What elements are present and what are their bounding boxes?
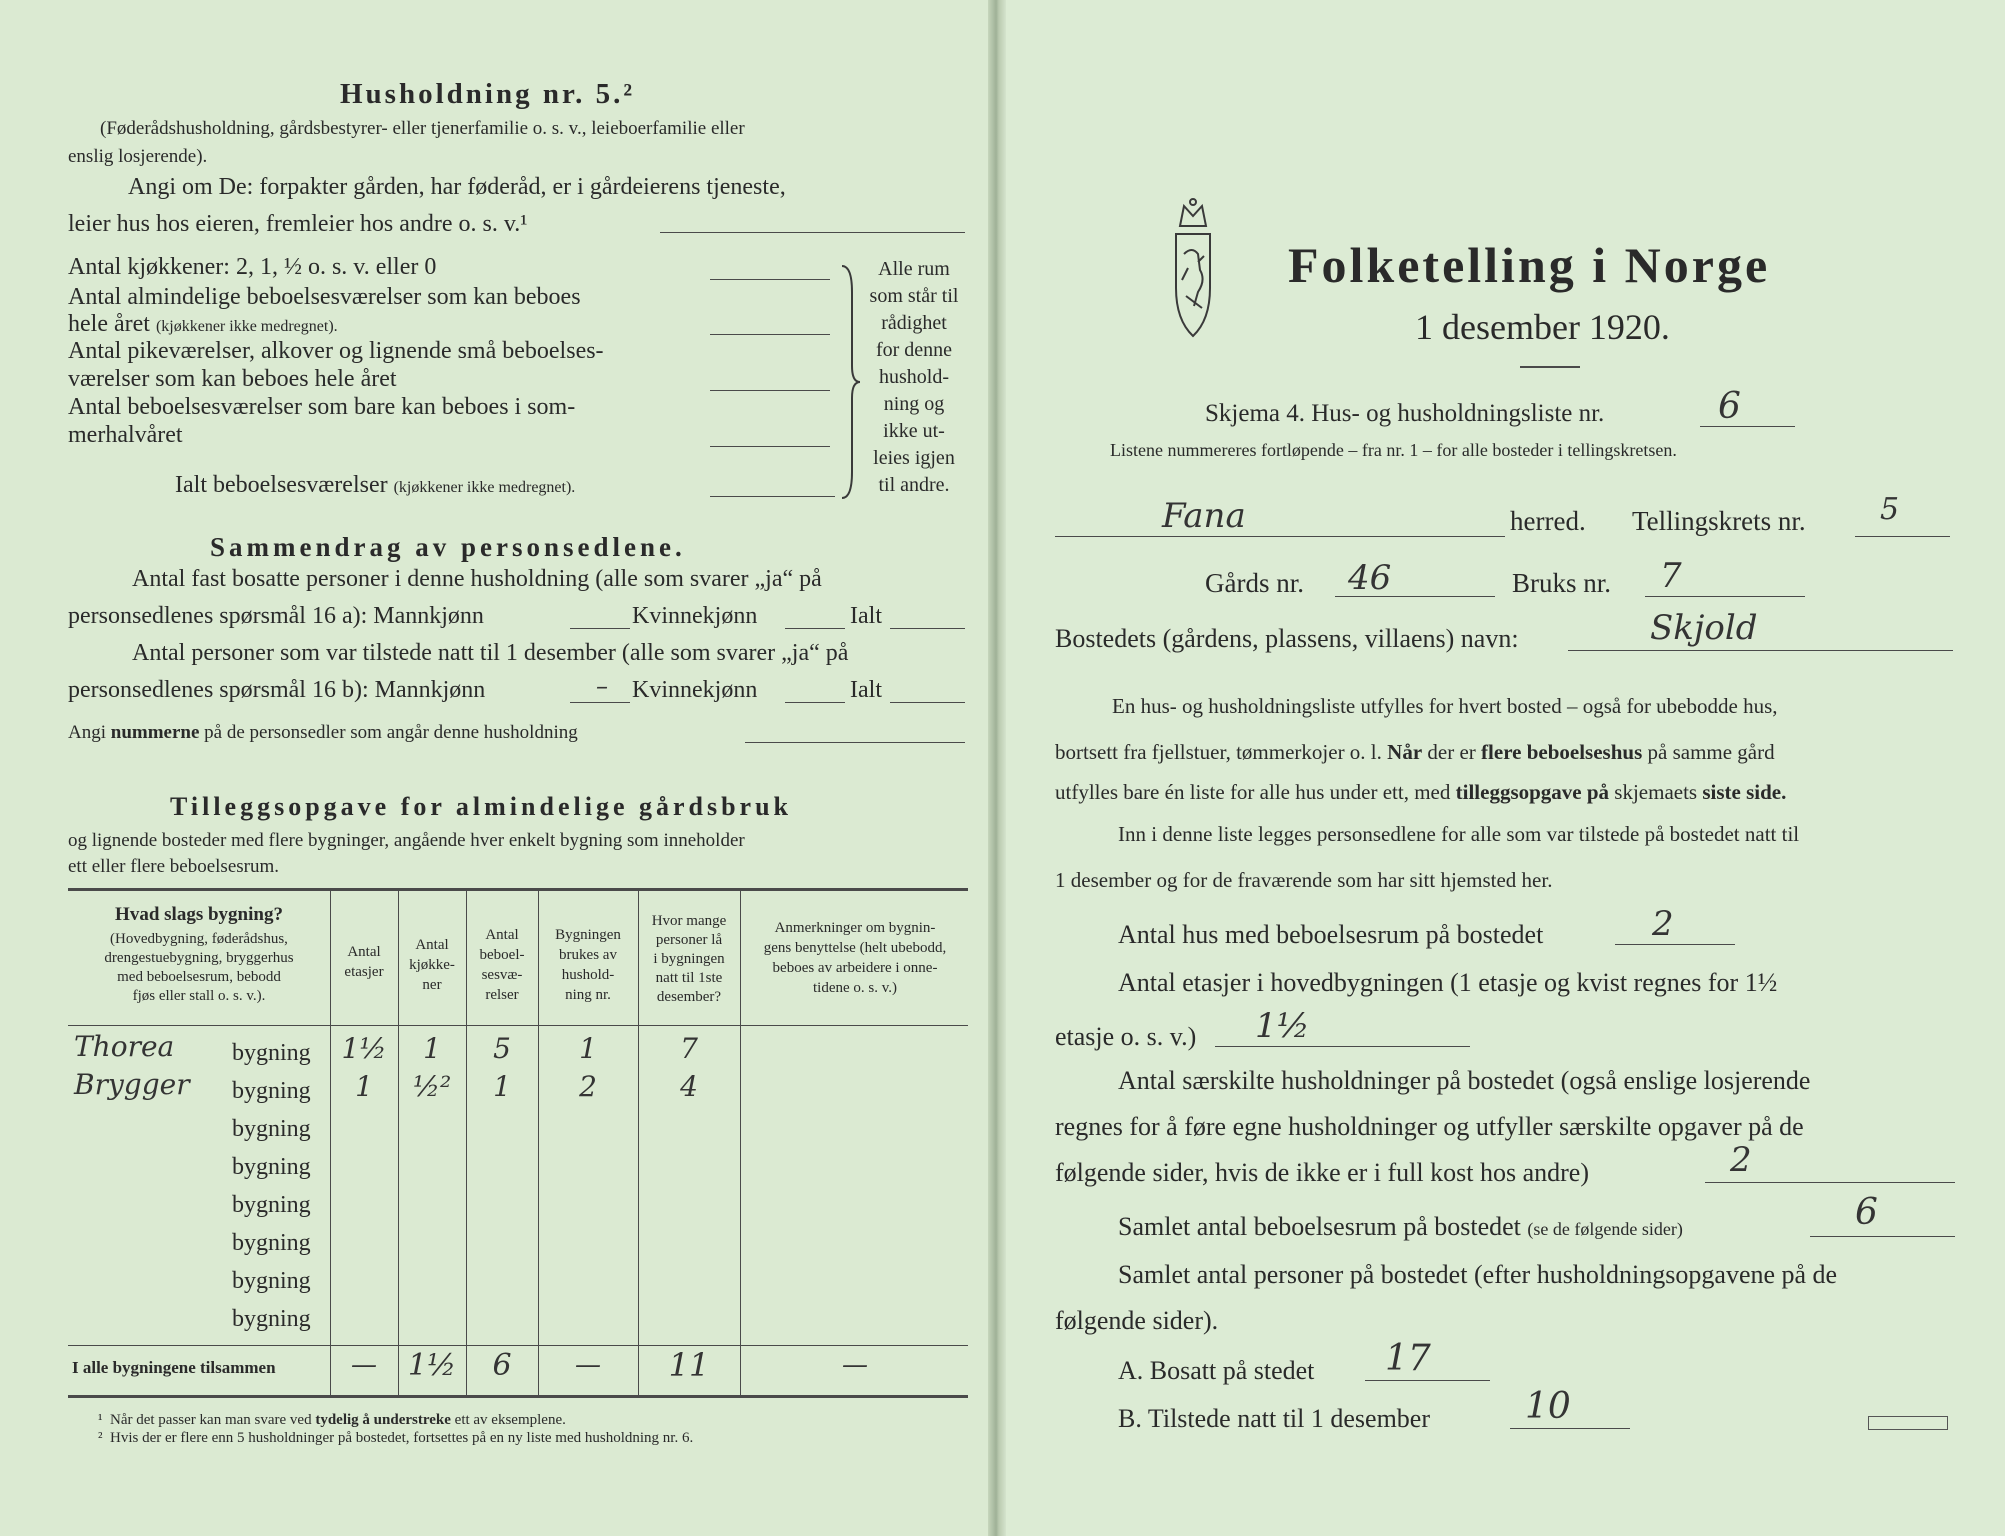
angi-line-1: Angi om De: forpakter gården, har føderåd, er i gårdeierens tjeneste, [128,174,786,200]
col5h-line: brukes av [559,947,617,963]
bruk-value: 7 [1660,556,1682,596]
brace-note [862,256,966,499]
col1sub-line: drengestuebygning, bryggerhus [104,950,294,966]
col7h-line: tidene o. s. v.) [812,980,897,996]
building-name: Brygger [74,1068,190,1101]
cell-rooms: 1 [493,1070,511,1103]
instruction-1: En hus- og husholdningsliste utfylles for hvert bosted – også for ubebodde hus, [1112,694,1778,718]
col3h-line: Antal [415,937,449,953]
page-fold [988,0,1006,1536]
total-household: — [575,1350,601,1380]
col4h-line: Antal [485,927,519,943]
summary-line-2: personsedlenes spørsmål 16 a): Mannkjønn [68,603,484,629]
total-rooms: 6 [492,1348,512,1383]
gard-value: 46 [1348,558,1392,598]
summary-kvinne-1: Kvinnekjønn [632,603,758,629]
col6h-line: i bygningen [653,951,725,967]
instruction-4: Inn i denne liste legges personsedlene for alle som var tilstede på bostedet natt til [1118,822,1800,846]
total-rooms-label: Ialt beboelsesværelser (kjøkkener ikke medregnet). [175,472,576,498]
col3h-line: ner [422,977,442,993]
households-label-3: følgende sider, hvis de ikke er i full kost hos andre) [1055,1158,1589,1187]
building-name: Thorea [74,1030,175,1063]
houses-label: Antal hus med beboelsesrum på bostedet [1118,920,1544,949]
bosted-label: Bostedets (gårdens, plassens, villaens) navn: [1055,624,1519,653]
footnote-2: ² Hvis der er flere enn 5 husholdninger på bostedet, fortsettes på en ny liste med husholdning nr. 6. [98,1430,694,1446]
present-label: B. Tilstede natt til 1 desember [1118,1404,1430,1433]
households-value: 2 [1730,1140,1752,1180]
summary-line-4: personsedlenes spørsmål 16 b): Mannkjønn [68,677,486,703]
ordinary-rooms-label-2: hele året (kjøkkener ikke medregnet). [68,311,338,337]
col-floors-head [332,942,396,982]
gard-label: Gårds nr. [1205,568,1304,598]
brace-note-line: ikke ut- [883,420,945,442]
mannkjonn-present-value: – [596,672,608,700]
floors-label-2: etasje o. s. v.) [1055,1022,1197,1051]
cell-persons: 7 [680,1032,698,1065]
col7h-line: gens benyttelse (helt ubebodd, [763,940,947,956]
kitchens-label: Antal kjøkkener: 2, 1, ½ o. s. v. eller 0 [68,254,437,280]
building-row-label: bygning [232,1230,311,1256]
col6h-line: natt til 1ste [655,970,723,986]
summer-rooms-label-2: merhalvåret [68,422,183,448]
col6h-line: desember? [656,989,722,1005]
krets-value: 5 [1880,492,1900,527]
resident-label: A. Bosatt på stedet [1118,1356,1315,1385]
norwegian-lion-coat-of-arms-icon [1162,196,1224,344]
total-row-label: I alle bygningene tilsammen [72,1358,276,1377]
cell-persons: 4 [680,1070,698,1103]
summary-line-1: Antal fast bosatte personer i denne husholdning (alle som svarer „ja“ på [132,566,822,592]
col6h-line: personer lå [655,932,723,948]
printer-mark [1868,1416,1948,1430]
numbering-note: Listene nummereres fortløpende – fra nr. 1 – for alle bosteder i tellingskretsen. [1110,440,1677,460]
building-row-label: bygning [232,1040,311,1066]
brace-note-line: som står til [869,285,959,307]
building-row-label: bygning [232,1116,311,1142]
floors-label-1: Antal etasjer i hovedbygningen (1 etasje og kvist regnes for 1½ [1118,968,1778,997]
rooms-total-value: 6 [1855,1192,1878,1233]
summer-rooms-label-1: Antal beboelsesværelser som bare kan beboes i som- [68,394,576,420]
total-persons: 11 [668,1346,710,1384]
col1sub-line: (Hovedbygning, føderådshus, [110,931,288,947]
schema-value: 6 [1718,386,1741,427]
cell-floors: 1½ [341,1032,387,1065]
col-persons-head [640,912,738,1007]
building-row-label: bygning [232,1268,311,1294]
persons-label-2: følgende sider). [1055,1306,1219,1335]
col4h-line: sesvæ- [481,967,523,983]
supplement-intro-1: og lignende bosteder med flere bygninger, angående hver enkelt bygning som inneholder [68,830,745,851]
col-building-type-title: Hvad slags bygning? [115,904,283,925]
col-notes-head [742,918,968,998]
census-title: Folketelling i Norge [1288,237,1771,293]
household-intro-1: (Føderådshusholdning, gårdsbestyrer- eller tjenerfamilie o. s. v., leieboerfamilie eller [100,118,745,139]
col1sub-line: fjøs eller stall o. s. v.). [132,988,266,1004]
building-row-label: bygning [232,1078,311,1104]
present-value: 10 [1525,1386,1571,1427]
building-row-label: bygning [232,1306,311,1332]
cell-rooms: 5 [493,1032,511,1065]
floors-value: 1½ [1255,1006,1310,1046]
cell-household: 2 [579,1070,597,1103]
resident-value: 17 [1385,1338,1431,1379]
summary-ialt-2: Ialt [850,677,882,703]
brace-note-line: Alle rum [878,258,950,280]
cell-kitchens: ½² [412,1070,452,1103]
col5h-line: hushold- [561,967,615,983]
total-kitchens: 1½ [407,1348,457,1383]
col7h-line: Anmerkninger om bygnin- [774,920,936,936]
census-date: 1 desember 1920. [1415,307,1670,347]
col1sub-line: med beboelsesrum, bebodd [117,969,281,985]
cell-floors: 1 [355,1070,373,1103]
brace-note-line: hushold- [879,366,949,388]
angi-line-2: leier hus hos eieren, fremleier hos andre o. s. v.¹ [68,211,528,237]
col3h-line: kjøkke- [409,957,455,973]
col7h-line: beboes av arbeidere i onne- [772,960,938,976]
supplement-intro-2: ett eller flere beboelsesrum. [68,856,280,877]
instruction-2: bortsett fra fjellstuer, tømmerkojer o. l. Når der er flere beboelseshus på samme gård [1055,740,1775,764]
instruction-3: utfylles bare én liste for alle hus under ett, med tilleggsopgave på skjemaets siste side. [1055,780,1787,804]
summary-line-3: Antal personer som var tilstede natt til 1 desember (alle som svarer „ja“ på [132,640,849,666]
col6h-line: Hvor mange [651,913,727,929]
household-intro-2: enslig losjerende). [68,146,208,167]
col4h-line: relser [485,987,519,1003]
household-title: Husholdning nr. 5.² [340,78,636,110]
households-label-2: regnes for å føre egne husholdninger og utfyller særskilte opgaver på de [1055,1112,1804,1141]
instruction-5: 1 desember og for de fraværende som har sitt hjemsted her. [1055,868,1553,892]
numbers-line: Angi nummerne på de personsedler som angår denne husholdning [68,722,578,743]
building-row-label: bygning [232,1154,311,1180]
maid-rooms-label-1: Antal pikeværelser, alkover og lignende små beboelses- [68,338,604,364]
ordinary-rooms-label-1: Antal almindelige beboelsesværelser som kan beboes [68,284,581,310]
total-floors: — [351,1350,377,1380]
col-building-type-sub [70,930,328,1006]
brace-note-line: rådighet [881,312,947,334]
brace-note-line: ning og [883,393,945,415]
summary-ialt-1: Ialt [850,603,882,629]
brace-note-line: til andre. [878,474,950,496]
col-kitchens-head [400,935,464,995]
col-rooms-head [468,925,536,1005]
building-row-label: bygning [232,1192,311,1218]
cell-kitchens: 1 [423,1032,441,1065]
rooms-brace-icon [838,262,862,502]
herred-value: Fana [1162,496,1246,536]
bosted-value: Skjold [1650,608,1758,648]
households-label-1: Antal særskilte husholdninger på bostedet (også enslige losjerende [1118,1066,1811,1095]
total-notes: — [842,1350,868,1380]
col5h-line: Bygningen [555,927,621,943]
rooms-total-label: Samlet antal beboelsesrum på bostedet (se de følgende sider) [1118,1212,1683,1241]
krets-label: Tellingskrets nr. [1632,506,1806,536]
footnote-1: ¹ Når det passer kan man svare ved tydelig å understreke ett av eksemplene. [98,1412,566,1428]
persons-label-1: Samlet antal personer på bostedet (efter husholdningsopgavene på de [1118,1260,1838,1289]
maid-rooms-label-2: værelser som kan beboes hele året [68,366,397,392]
schema-label: Skjema 4. Hus- og husholdningsliste nr. [1205,400,1605,427]
col5h-line: ning nr. [565,987,611,1003]
summary-title: Sammendrag av personsedlene. [210,532,686,562]
col-household-head [540,925,636,1005]
brace-note-line: for denne [875,339,953,361]
bruk-label: Bruks nr. [1512,568,1612,598]
houses-value: 2 [1652,904,1674,944]
supplement-title: Tilleggsopgave for almindelige gårdsbruk [170,792,793,821]
summary-kvinne-2: Kvinnekjønn [632,677,758,703]
col2h-line: Antal [347,944,381,960]
brace-note-line: leies igjen [873,447,955,469]
cell-household: 1 [579,1032,597,1065]
col2h-line: etasjer [344,964,384,980]
herred-label: herred. [1510,506,1586,536]
col4h-line: beboel- [479,947,525,963]
